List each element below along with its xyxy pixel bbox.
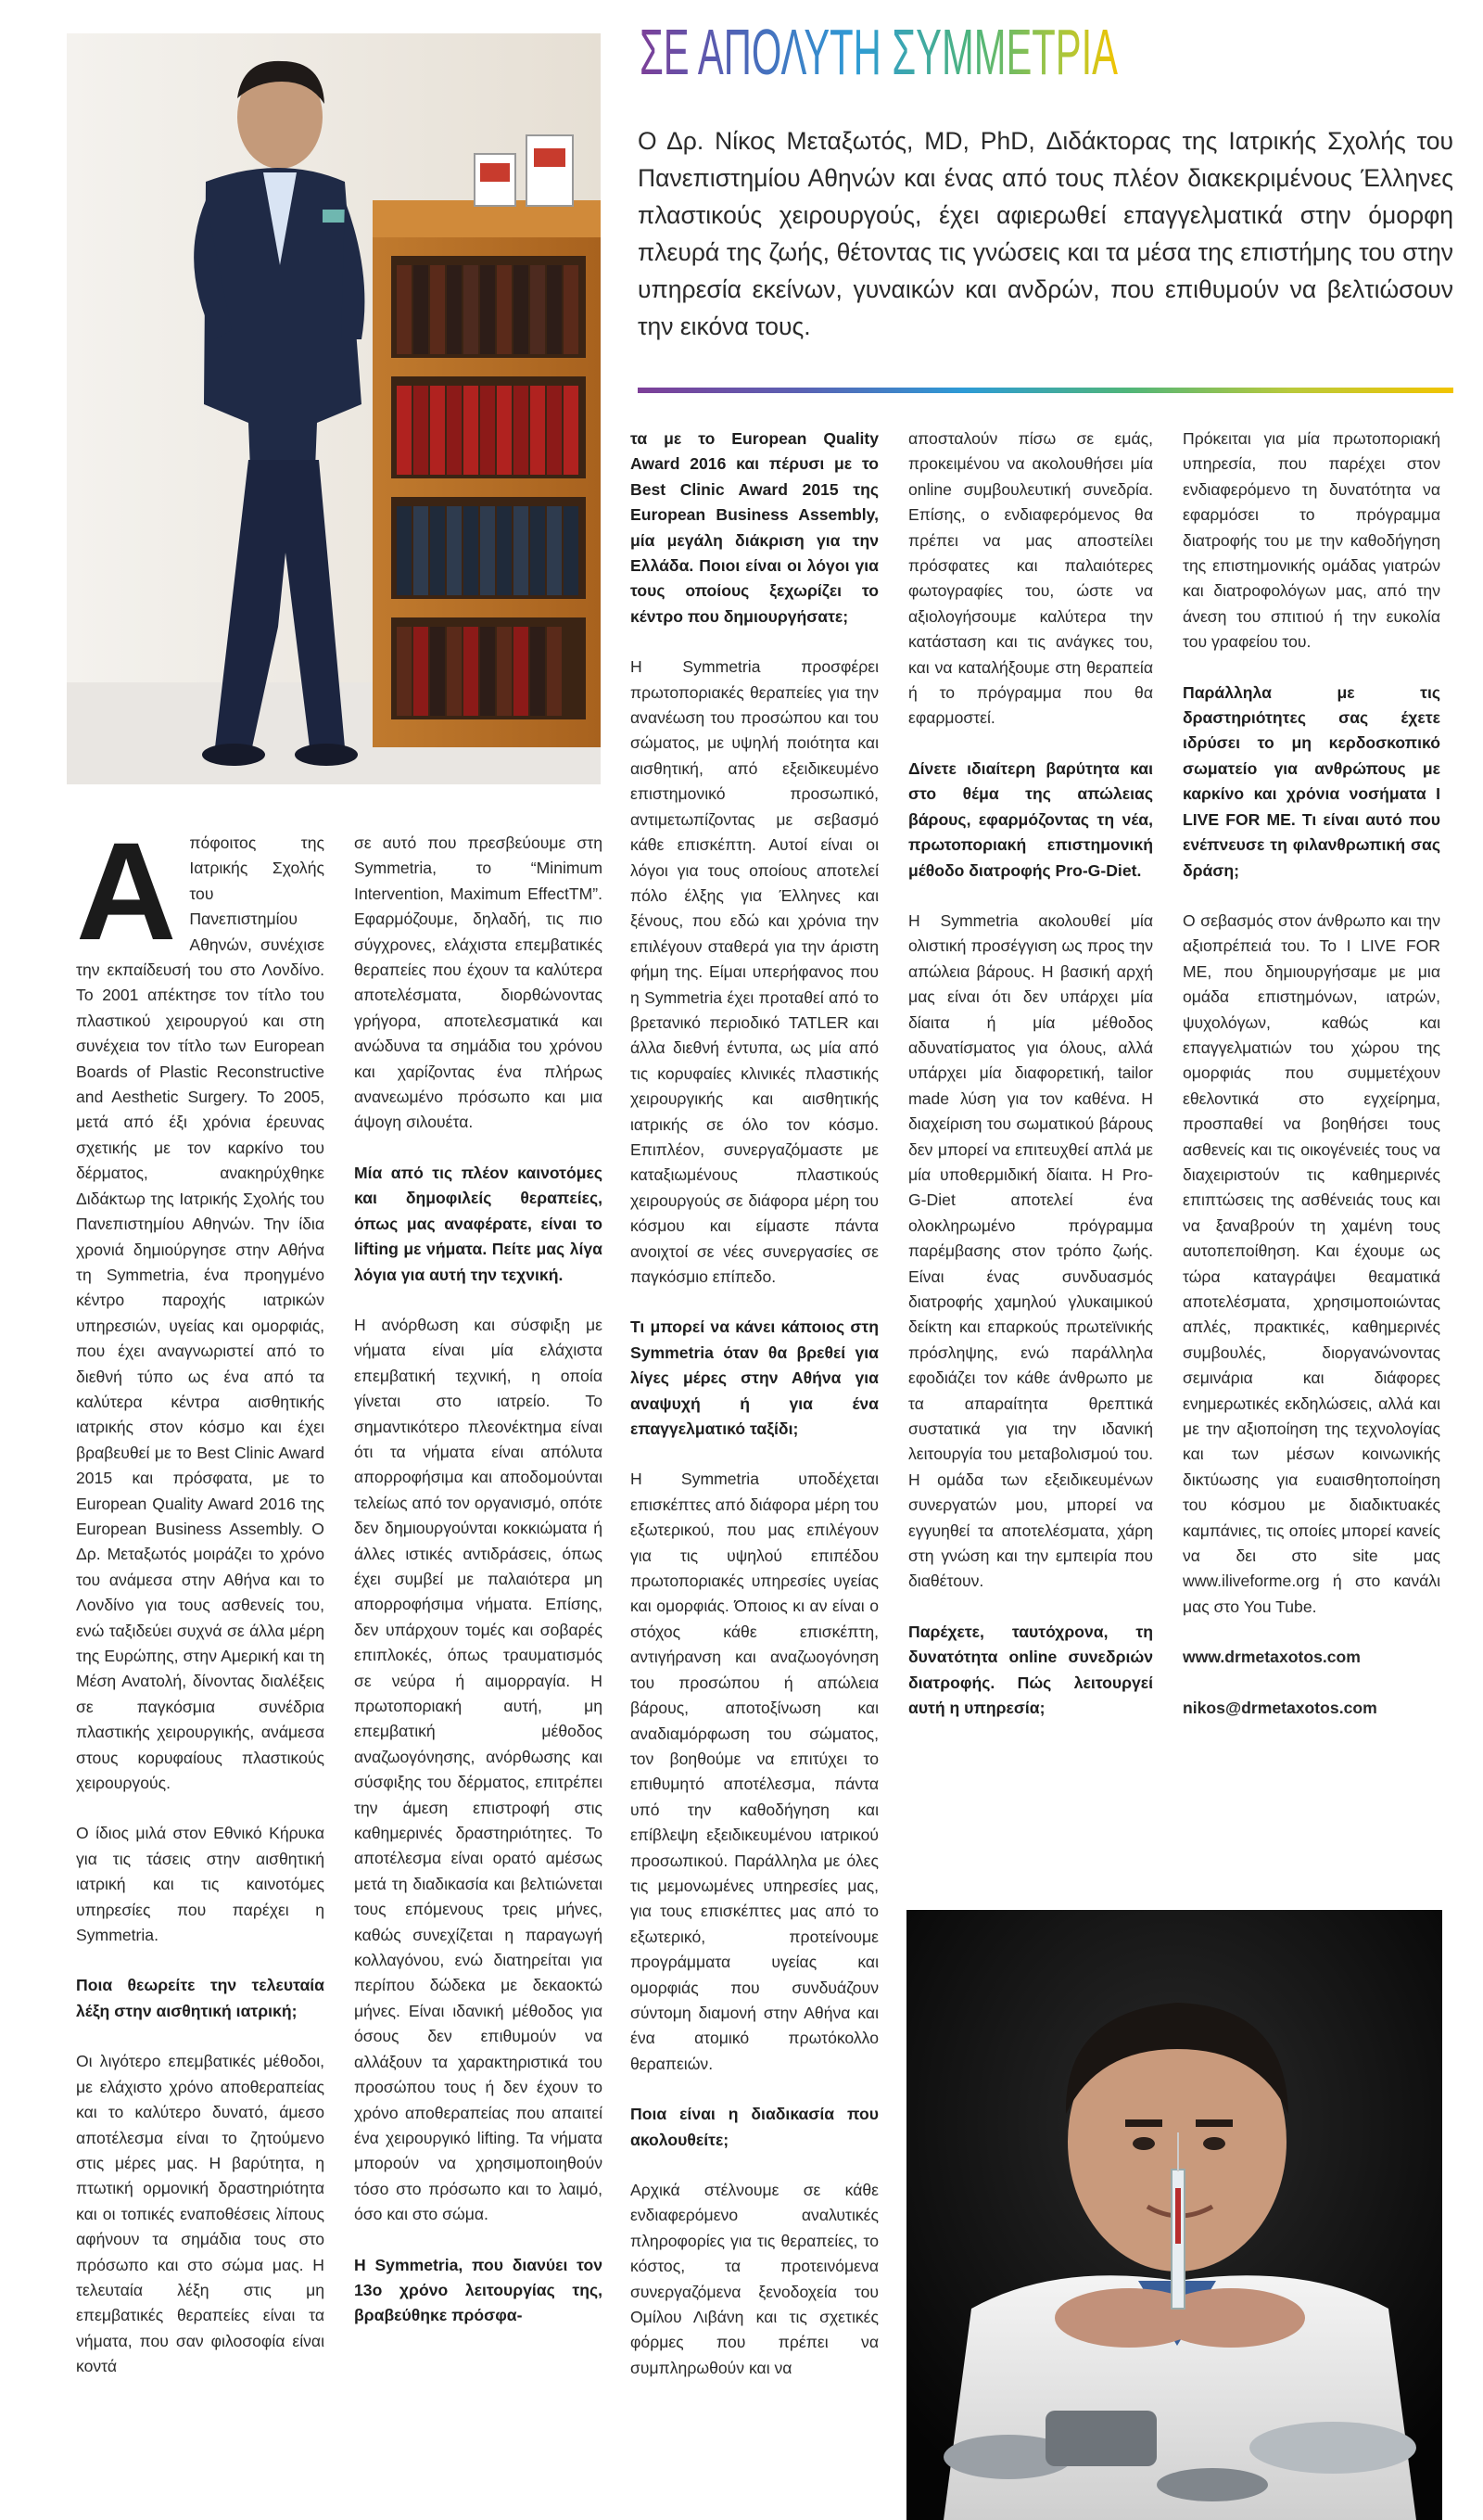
doctor-standing-photo xyxy=(67,33,601,784)
body-paragraph: Η Symmetria ακολουθεί μία ολιστική προσέγγιση ως προς την απώλεια βάρους. Η βασική αρχή μας είναι ότι δεν υπάρχει μία δίαιτα ή μία μέθοδος αδυνατίσματος για όλους, αλλά υπάρχει μία διαφορετική, tailor made λύση για τον καθένα. Η διαχείριση του σωματικού βάρους δεν μπορεί να επιτευχθεί απλά με μία υποθερμιδική δίαιτα. Η Pro-G-Diet αποτελεί ένα ολοκληρωμένο πρόγραμμα παρέμβασης στον τρόπο ζωής. Είναι ένας συνδυασμός διατροφής χαμηλού γλυκαιμικού δείκτη και επαρκούς πρωτεϊνικής πρόσληψης, ενώ παράλληλα εφοδιάζει τον κάθε άνθρωπο με τα απαραίτητα θρεπτικά συστατικά για την ιδανική λειτουργία του μεταβολισμού του. Η ομάδα των εξειδικευμένων συνεργατών μου, μπορεί να εγγυηθεί τα αποτελέσματα, χάρη στη γνώση και την εμπειρία που διαθέτουν. xyxy=(908,910,1153,1591)
opening-paragraph: Απόφοιτος της Ιατρικής Σχολής του Πανεπιστημίου Αθηνών, συνέχισε την εκπαίδευσή του στο Λονδίνο. Το 2001 απέκτησε τον τίτλο του πλαστικού χειρουργού και στη συνέχεια τον τίτλο των European Boards of Plastic Reconstructive and Aesthetic Surgery. Το 2005, μετά από έξι χρόνια έρευνας σχετικής με τον καρκίνο του δέρματος, ανακηρύχθηκε Διδάκτωρ της Ιατρικής Σχολής του Πανεπιστημίου Αθηνών. Την ίδια χρονιά δημιούργησε στην Αθήνα τη Symmetria, ένα προηγμένο κέντρο παροχής ιατρικών υπηρεσιών, υγείας και ομορφιάς, που έχει αναγνωριστεί από το διεθνή τύπο ως ένα από τα καλύτερα κέντρα αισθητικής ιατρικής στον κόσμο και έχει βραβευθεί με το Best Clinic Award 2015 και πρόσφατα, με το European Quality Award 2016 της European Business Assembly. Ο Δρ. Μεταξωτός μοιράζει το χρόνο του ανάμεσα στην Αθήνα και το Λονδίνο για τους ασθενείς του, ενώ ταξιδεύει συχνά σε άλλα μέρη της Ευρώπης, στην Αμερική και τη Μέση Ανατολή, δίνοντας διαλέξεις σε παγκόσμια συνέδρια πλαστικής χειρουργικής, ανάμεσα στους κορυφαίους πλαστικούς χειρουργούς. xyxy=(76,813,324,1793)
email-link[interactable]: nikos@drmetaxotos.com xyxy=(1183,1698,1377,1717)
body-paragraph: σε αυτό που πρεσβεύουμε στη Symmetria, το “Minimum Intervention, Maximum EffectTM”. Εφαρμόζουμε, δηλαδή, τις πιο σύγχρονες, ελάχιστα επεμβατικές θεραπείες που έχουν τα καλύτερα αποτελέσματα, διορθώνοντας γρήγορα, αποτελεσματικά και ανώδυνα τα σημάδια του χρόνου και χαρίζοντας ένα πλήρως ανανεωμένο πρόσωπο και μια άψογη σιλουέτα. xyxy=(354,834,602,1132)
interview-question: Η Symmetria, που διανύει τον 13ο χρόνο λειτουργίας της, βραβεύθηκε πρόσφα- xyxy=(354,2255,602,2325)
interview-question: Παράλληλα με τις δραστηριότητες σας έχετε ιδρύσει το μη κερδοσκοπικό σωματείο για ανθρώπους με καρκίνο και χρόνια νοσήματα I LIVE FOR ME. Τι είναι αυτό που ενέπνευσε τη φιλανθρωπική σας δράση; xyxy=(1183,682,1440,880)
doctor-portrait-photo xyxy=(906,1910,1442,2520)
gradient-divider xyxy=(638,388,1453,393)
interview-question: τα με το European Quality Award 2016 και πέρυσι με το Best Clinic Award 2015 της European Business Assembly, μία μεγάλη διάκριση για την Ελλάδα. Ποιοι είναι οι λόγοι για τους οποίους ξεχωρίζει το κέντρο που δημιουργήσατε; xyxy=(630,429,879,626)
article-column-5 xyxy=(1183,426,1440,1746)
interview-question: Ποια είναι η διαδικασία που ακολουθείτε; xyxy=(630,2105,879,2149)
intro-paragraph: Ο Δρ. Νίκος Μεταξωτός, MD, PhD, Διδάκτορας της Ιατρικής Σχολής του Πανεπιστημίου Αθηνών και ένας από τους πλέον διακεκριμένους Έλληνες πλαστικούς χειρουργούς, έχει αφιερωθεί επαγγελματικά στην όμορφη πλευρά της ζωής, θέτοντας τις γνώσεις και τα μέσα της επιστήμης του στην υπηρεσία εκείνων, γυναικών και ανδρών, που επιθυμούν να βελτιώσουν την εικόνα τους. xyxy=(638,127,1453,340)
body-paragraph: Ο σεβασμός στον άνθρωπο και την αξιοπρέπειά του. Το I LIVE FOR ME, που δημιουργήσαμε με μια ομάδα επιστημόνων, ιατρών, ψυχολόγων, καθώς και επαγγελματιών του χώρου της ομορφιάς που συμμετέχουν εθελοντικά στο εγχείρημα, προσπαθεί να βοηθήσει τους ασθενείς και τις οικογένειές τους να διαχειριστούν τις καθημερινές επιπτώσεις της ασθένειάς τους και να ξαναβρούν τη χαμένη τους αυτοπεποίθηση. Και έχουμε ως τώρα καταγράψει θεαματικά αποτελέσματα, χρησιμοποιώντας απλές, πρακτικές, καθημερινές συμβουλές, διοργανώνοντας σεμινάρια και διάφορες ενημερωτικές εκδηλώσεις, αλλά και με την αξιοποίηση της τεχνολογίας και των μέσων κοινωνικής δικτύωσης για ευαισθητοποίηση του κόσμου με διαδικτυακές καμπάνιες, τις οποίες μπορεί κανείς να δει στο site μας www.iliveforme.org ή στο κανάλι μας στο You Tube. xyxy=(1183,910,1440,1616)
body-paragraph: Πρόκειται για μία πρωτοποριακή υπηρεσία, που παρέχει στον ενδιαφερόμενο τη δυνατότητα να εφαρμόσει το πρόγραμμα διατροφής του με την καθοδήγηση της επιστημονικής ομάδας γιατρών και διατροφολόγων μας, από την άνεση του σπιτιού ή την ευκολία του γραφείου του. xyxy=(1183,429,1440,652)
interview-question: Τι μπορεί να κάνει κάποιος στη Symmetria όταν θα βρεθεί για λίγες μέρες στην Αθήνα για αναψυχή ή για ένα επαγγελματικό ταξίδι; xyxy=(630,1317,879,1439)
body-paragraph: Ο ίδιος μιλά στον Εθνικό Κήρυκα για τις τάσεις στην αισθητική ιατρική και τις καινοτόμες υπηρεσίες που παρέχει η Symmetria. xyxy=(76,1824,324,1945)
interview-question: Μία από τις πλέον καινοτόμες και δημοφιλείς θεραπείες, όπως μας αναφέρατε, είναι το lifting με νήματα. Πείτε μας λίγα λόγια για αυτή την τεχνική. xyxy=(354,1163,602,1284)
body-paragraph: αποσταλούν πίσω σε εμάς, προκειμένου να ακολουθήσει μία online συμβουλευτική συνεδρία. Επίσης, ο ενδιαφερόμενος θα πρέπει να μας αποστείλει πρόσφατες και παλαιότερες φωτογραφίες του, ώστε να αξιολογήσουμε καλύτερα την κατάσταση και τις ανάγκες του, και να καταλήξουμε στη θεραπεία ή το πρόγραμμα που θα εφαρμοστεί. xyxy=(908,429,1153,728)
body-paragraph: Η Symmetria προσφέρει πρωτοποριακές θεραπείες για την ανανέωση του προσώπου και του σώματος, με υψηλή ποιότητα και αισθητική, από εξειδικευμένο επιστημονικό προσωπικό, αντιμετωπίζοντας με σεβασμό κάθε επισκέπτη. Αυτοί είναι οι λόγοι για τους οποίους αποτελεί πόλο έλξης για Έλληνες και ξένους, που εδώ και χρόνια την επιλέγουν σταθερά για την άριστη φήμη της. Είμαι υπερήφανος που η Symmetria έχει προταθεί από το βρετανικό περιοδικό TATLER και άλλα διεθνή έντυπα, ως μία από τις κορυφαίες κλινικές πλαστικής χειρουργικής και αισθητικής ιατρικής σε όλο τον κόσμο. Επιπλέον, συνεργαζόμαστε με καταξιωμένους πλαστικούς χειρουργούς σε διάφορα μέρη του κόσμου και είμαστε πάντα ανοιχτοί σε νέες συνεργασίες σε παγκόσμιο επίπεδο. xyxy=(630,657,879,1286)
body-paragraph: Αρχικά στέλνουμε σε κάθε ενδιαφερόμενο αναλυτικές πληροφορίες για τις θεραπείες, το κόστος, τα προτεινόμενα συνεργαζόμενα ξενοδοχεία του Ομίλου Λιβάνη και τις σχετικές φόρμες που πρέπει να συμπληρωθούν και να xyxy=(630,2181,879,2377)
article-title xyxy=(638,15,1472,89)
body-paragraph: Η Symmetria υποδέχεται επισκέπτες από διάφορα μέρη του εξωτερικού, που μας επιλέγουν για τις υψηλού επιπέδου πρωτοποριακές υπηρεσίες υγείας και ομορφιάς. Όποιος κι αν είναι ο στόχος κάθε επισκέπτη, αντιγήρανση και αναζωογόνηση του προσώπου ή απώλεια βάρους, αποτοξίνωση και αναδιαμόρφωση του σώματος, τον βοηθούμε να επιτύχει το επιθυμητό αποτέλεσμα, πάντα υπό την καθοδήγηση και επίβλεψη εξειδικευμένου ιατρικού προσωπικού. Παράλληλα με όλες τις μεμονωμένες υπηρεσίες μας, για τους επισκέπτες μας από το εξωτερικό, προτείνουμε προγράμματα υγείας και ομορφιάς που συνδυάζουν σύντομη διαμονή στην Αθήνα και ένα ατομικό πρωτόκολλο θεραπειών. xyxy=(630,1470,879,2073)
interview-question: Παρέχετε, ταυτόχρονα, τη δυνατότητα online συνεδριών διατροφής. Πώς λειτουργεί αυτή η υπηρεσία; xyxy=(908,1622,1153,1718)
svg-text:ΣΕ ΑΠΟΛΥΤΗ ΣΥΜΜΕΤΡΙΑ: ΣΕ ΑΠΟΛΥΤΗ ΣΥΜΜΕΤΡΙΑ xyxy=(640,16,1119,88)
article-column-4 xyxy=(908,426,1153,1722)
article-column-3 xyxy=(630,426,879,2381)
drop-cap: Α xyxy=(76,813,177,969)
body-paragraph: Η ανόρθωση και σύσφιξη με νήματα είναι μία ελάχιστα επεμβατική τεχνική, η οποία γίνεται στο ιατρείο. Το σημαντικότερο πλεονέκτημα είναι ότι τα νήματα είναι απόλυτα απορροφήσιμα και αποδομούνται τελείως από τον οργανισμό, οπότε δεν δημιουργούνται κοκκιώματα ή άλλες ιστικές αντιδράσεις, όπως έχει συμβεί με παλαιότερα μη απορροφήσιμα νήματα. Επίσης, δεν υπάρχουν τομές και σοβαρές επιπλοκές, όπως τραυματισμός σε νεύρα ή αιμορραγία. Η πρωτοποριακή αυτή, μη επεμβατική μέθοδος αναζωογόνησης, ανόρθωσης και σύσφιξης του δέρματος, επιτρέπει την άμεση επιστροφή στις καθημερινές δραστηριότητες. Το αποτέλεσμα είναι ορατό αμέσως μετά τη διαδικασία και βελτιώνεται τους επόμενους τρεις μήνες, καθώς συνεχίζεται η παραγωγή κολλαγόνου, ενώ διατηρείται για περίπου δώδεκα με δεκαοκτώ μήνες. Είναι ιδανική μέθοδος για όσους δεν επιθυμούν να αλλάξουν τα χαρακτηριστικά του προσώπου τους ή δεν έχουν το χρόνο αποθεραπείας που απαιτεί ένα χειρουργικό lifting. Τα νήματα μπορούν να χρησιμοποιηθούν τόσο στο πρόσωπο και το λαιμό, όσο και στο σώμα. xyxy=(354,1315,602,2224)
article-column-2 xyxy=(354,831,602,2329)
interview-question: Δίνετε ιδιαίτερη βαρύτητα και στο θέμα της απώλειας βάρους, εφαρμόζοντας τη νέα, πρωτοποριακή επιστημονική μέθοδο διατροφής Pro-G-Diet. xyxy=(908,758,1153,880)
article-column-1 xyxy=(76,813,324,2380)
interview-question: Ποια θεωρείτε την τελευταία λέξη στην αισθητική ιατρική; xyxy=(76,1976,324,2020)
body-paragraph: Οι λιγότερο επεμβατικές μέθοδοι, με ελάχιστο χρόνο αποθεραπείας και το καλύτερο δυνατό, άμεσο αποτέλεσμα είναι το ζητούμενο στις μέρες μας. Η βαρύτητα, η πτωτική ορμονική δραστηριότητα και οι τοπικές εναποθέσεις λίπους αφήνουν τα σημάδια τους στο πρόσωπο και στο σώμα μας. Η τελευταία λέξη στις μη επεμβατικές θεραπείες είναι τα νήματα, που σαν φιλοσοφία είναι κοντά xyxy=(76,2052,324,2376)
website-link[interactable]: www.drmetaxotos.com xyxy=(1183,1648,1361,1667)
